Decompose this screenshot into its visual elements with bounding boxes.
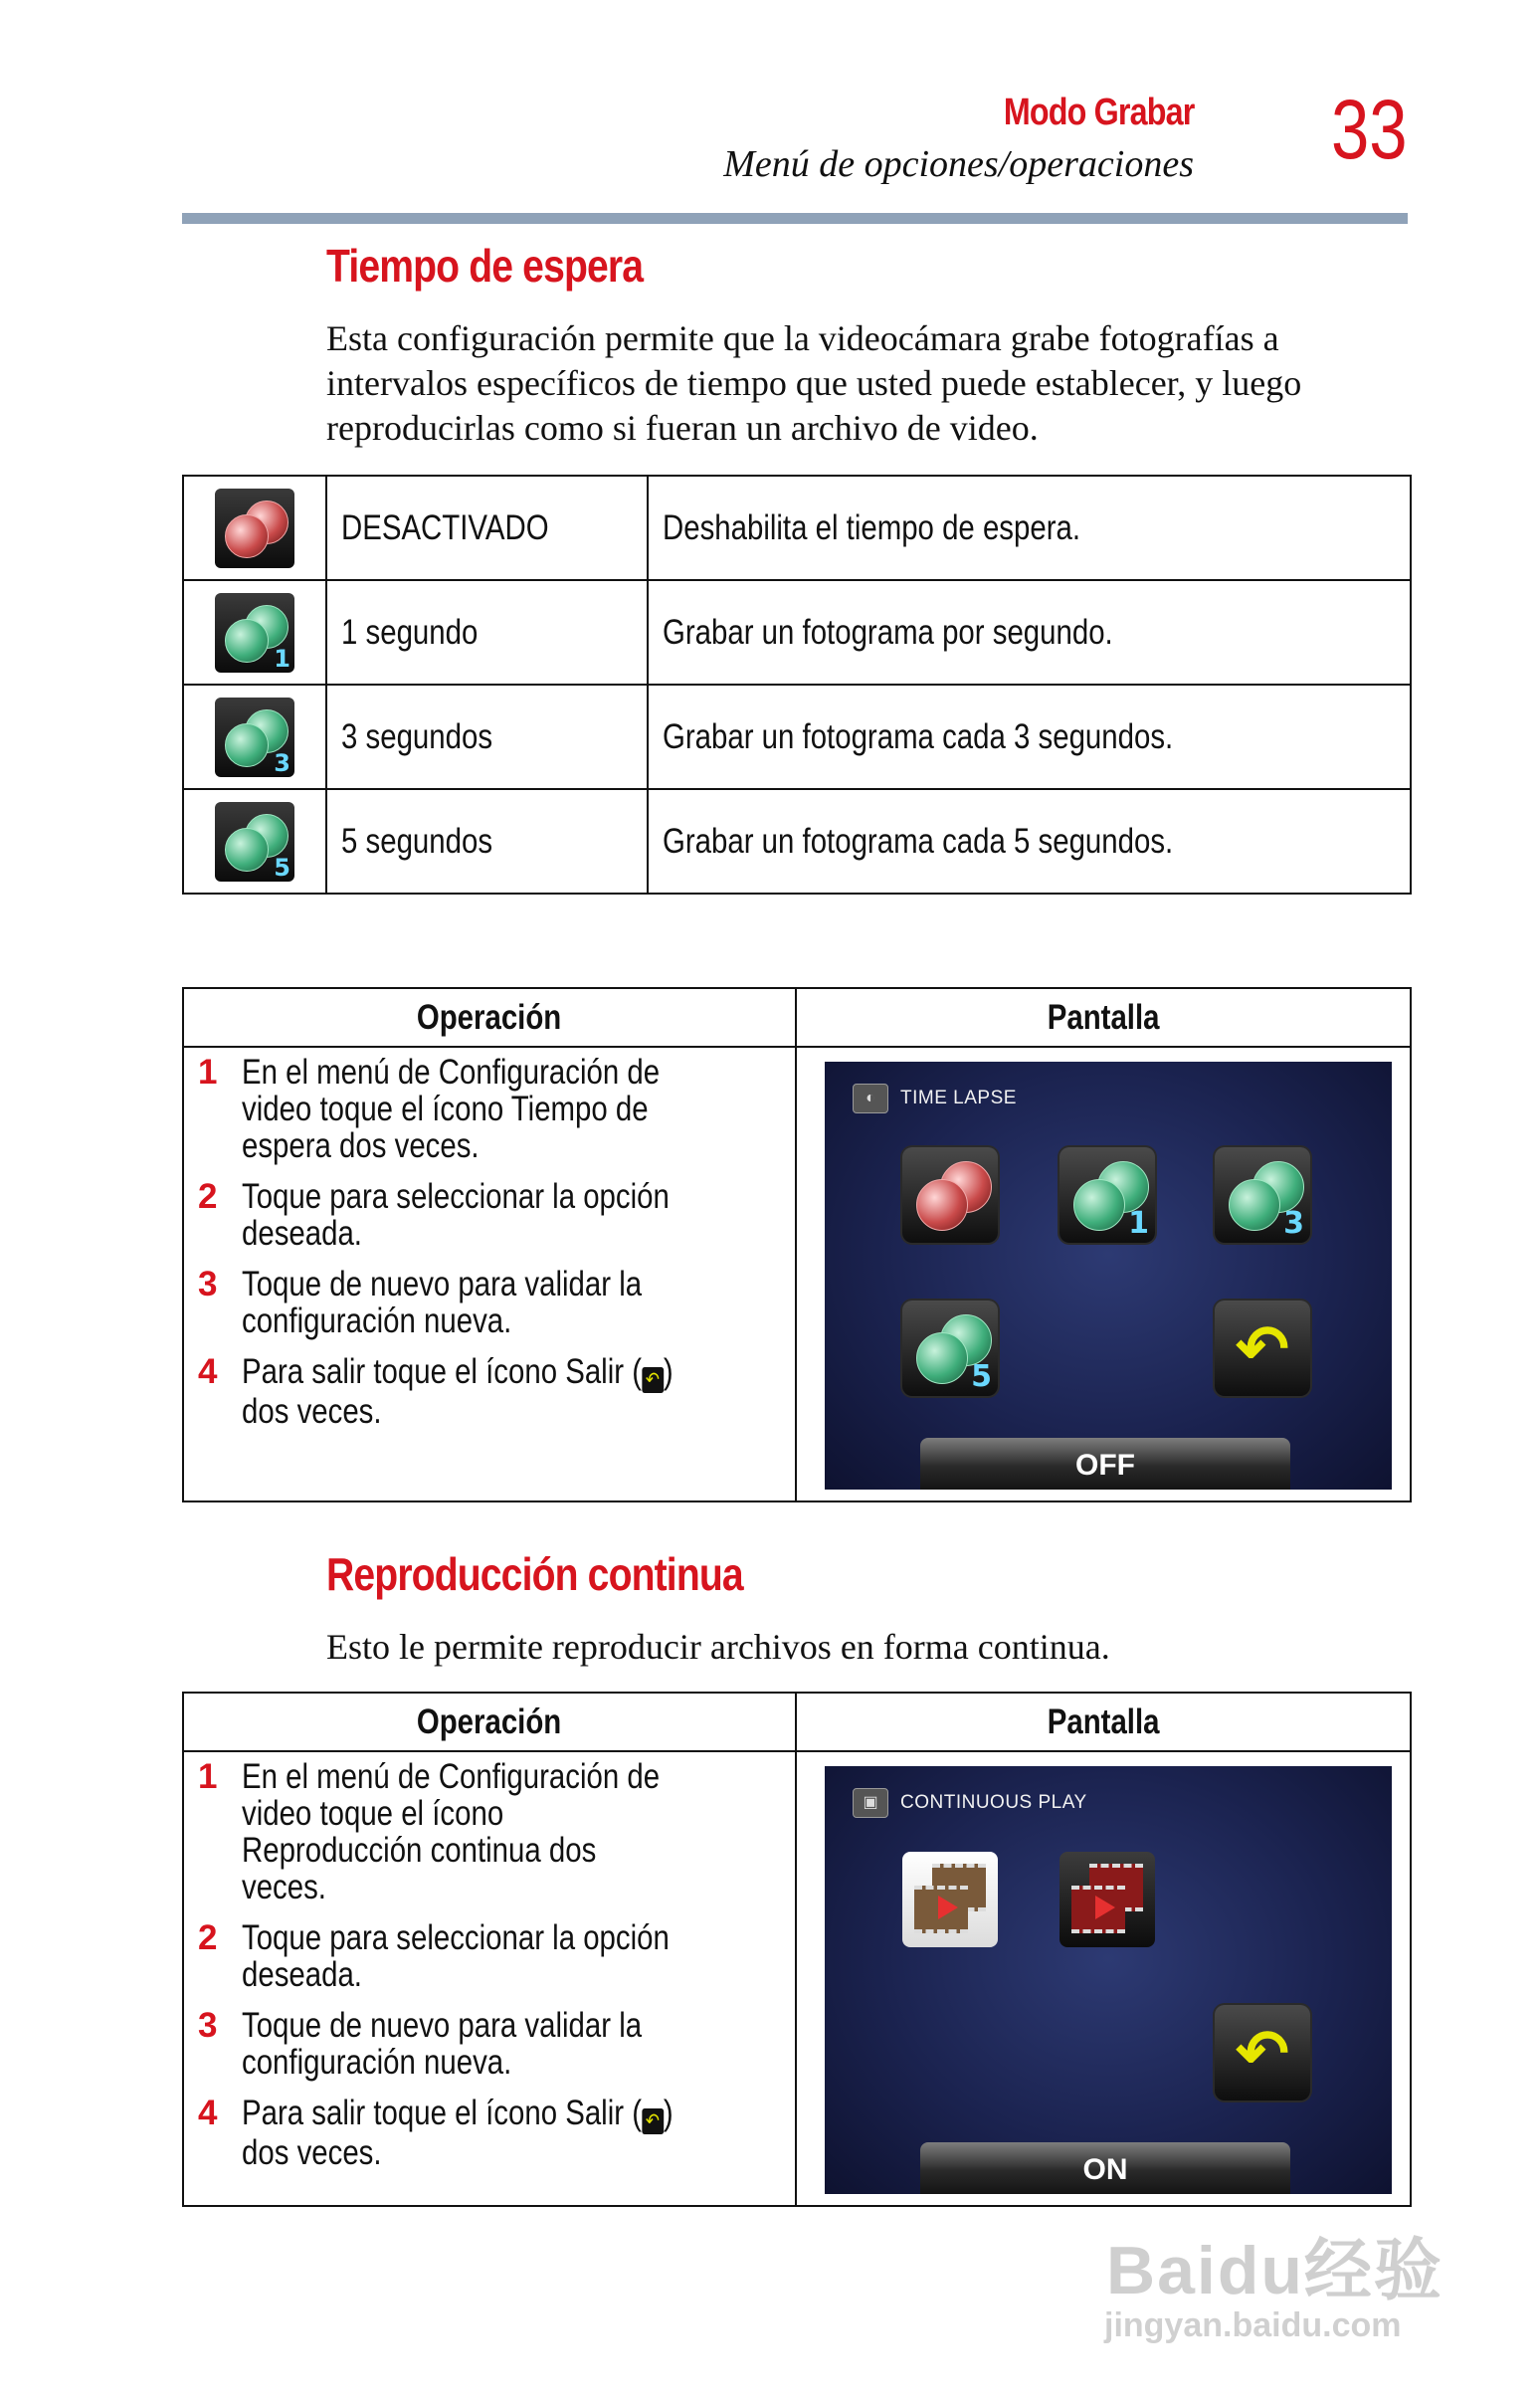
time-lapse-screen — [825, 1062, 1392, 1490]
steps-list — [184, 1752, 795, 2171]
column-header-pantalla: Pantalla — [1047, 1701, 1160, 1741]
table-row — [183, 685, 1411, 789]
time-lapse-3-icon: 3 — [215, 698, 294, 777]
steps-list — [184, 1048, 795, 1430]
step-item: 2 Toque para seleccionar la opción deseada. — [198, 1918, 670, 1994]
exit-icon[interactable]: ↶ — [1215, 1300, 1310, 1396]
section-heading-reproduccion-continua: Reproducción continua — [326, 1548, 743, 1600]
status-bar: ON — [920, 2142, 1290, 2194]
time-lapse-menu-icon: ◐ — [853, 1084, 888, 1113]
time-lapse-3-tile[interactable]: 3 — [1215, 1147, 1310, 1243]
section-body-tiempo-de-espera: Esta configuración permite que la videocámara grabe fotografías a intervalos específicos de tiempo que usted puede establecer, y luego reproducirlas como si fueran un archivo de video. — [326, 318, 1302, 448]
option-name: 1 segundo — [341, 612, 479, 652]
option-description: Deshabilita el tiempo de espera. — [663, 507, 1081, 547]
time-lapse-1-icon: 1 — [215, 593, 294, 673]
option-description: Grabar un fotograma cada 5 segundos. — [663, 821, 1174, 861]
option-name: DESACTIVADO — [341, 507, 549, 547]
exit-icon: ↶ — [642, 1367, 664, 1393]
options-table — [182, 475, 1412, 895]
table-row — [183, 789, 1411, 894]
option-description: Grabar un fotograma por segundo. — [663, 612, 1113, 652]
table-row — [183, 476, 1411, 580]
step-item: 4 Para salir toque el ícono Salir ( ↶ ) dos veces. — [198, 2094, 674, 2172]
column-header-operacion: Operación — [417, 1701, 562, 1741]
page-number: 33 — [1331, 83, 1408, 176]
time-lapse-off-tile[interactable] — [902, 1147, 998, 1243]
option-description: Grabar un fotograma cada 3 segundos. — [663, 716, 1174, 756]
screen-title: TIME LAPSE — [900, 1088, 1017, 1108]
time-lapse-1-tile[interactable]: 1 — [1059, 1147, 1155, 1243]
step-item: 2 Toque para seleccionar la opción deseada. — [198, 1177, 670, 1253]
exit-icon[interactable]: ↶ — [1215, 2005, 1310, 2100]
watermark-logo: Baidu经验 — [1106, 2233, 1444, 2308]
section-heading-tiempo-de-espera: Tiempo de espera — [326, 240, 644, 292]
continuous-play-screen — [825, 1766, 1392, 2194]
step-item: 1 En el menú de Configuración de video toque el ícono Reproducción continua dos veces. — [198, 1757, 661, 1906]
header-rule — [182, 213, 1408, 224]
column-header-pantalla: Pantalla — [1047, 997, 1160, 1037]
watermark-url: jingyan.baidu.com — [1104, 2306, 1402, 2344]
time-lapse-5-tile[interactable]: 5 — [902, 1300, 998, 1396]
running-header-subtitle: Menú de opciones/operaciones — [723, 143, 1194, 185]
step-item: 1 En el menú de Configuración de video toque el ícono Tiempo de espera dos veces. — [198, 1053, 661, 1165]
operation-table-reproduccion-continua — [182, 1692, 1412, 2207]
time-lapse-off-icon — [215, 489, 294, 568]
continuous-play-off-tile[interactable] — [902, 1852, 998, 1947]
running-header-section: Modo Grabar — [1003, 92, 1194, 133]
table-row — [183, 580, 1411, 685]
screen-title: CONTINUOUS PLAY — [900, 1792, 1087, 1813]
continuous-play-on-tile[interactable] — [1059, 1852, 1155, 1947]
option-name: 5 segundos — [341, 821, 493, 861]
operation-table-tiempo-de-espera — [182, 987, 1412, 1502]
exit-icon: ↶ — [642, 2108, 664, 2134]
time-lapse-5-icon: 5 — [215, 802, 294, 882]
option-name: 3 segundos — [341, 716, 493, 756]
section-body-reproduccion-continua: Esto le permite reproducir archivos en forma continua. — [326, 1627, 1110, 1667]
continuous-play-menu-icon: ▣ — [853, 1788, 888, 1818]
status-bar: OFF — [920, 1438, 1290, 1490]
column-header-operacion: Operación — [417, 997, 562, 1037]
step-item: 3 Toque de nuevo para validar la configuración nueva. — [198, 1265, 643, 1340]
step-item: 4 Para salir toque el ícono Salir ( ↶ ) dos veces. — [198, 1352, 674, 1431]
step-item: 3 Toque de nuevo para validar la configuración nueva. — [198, 2006, 643, 2082]
